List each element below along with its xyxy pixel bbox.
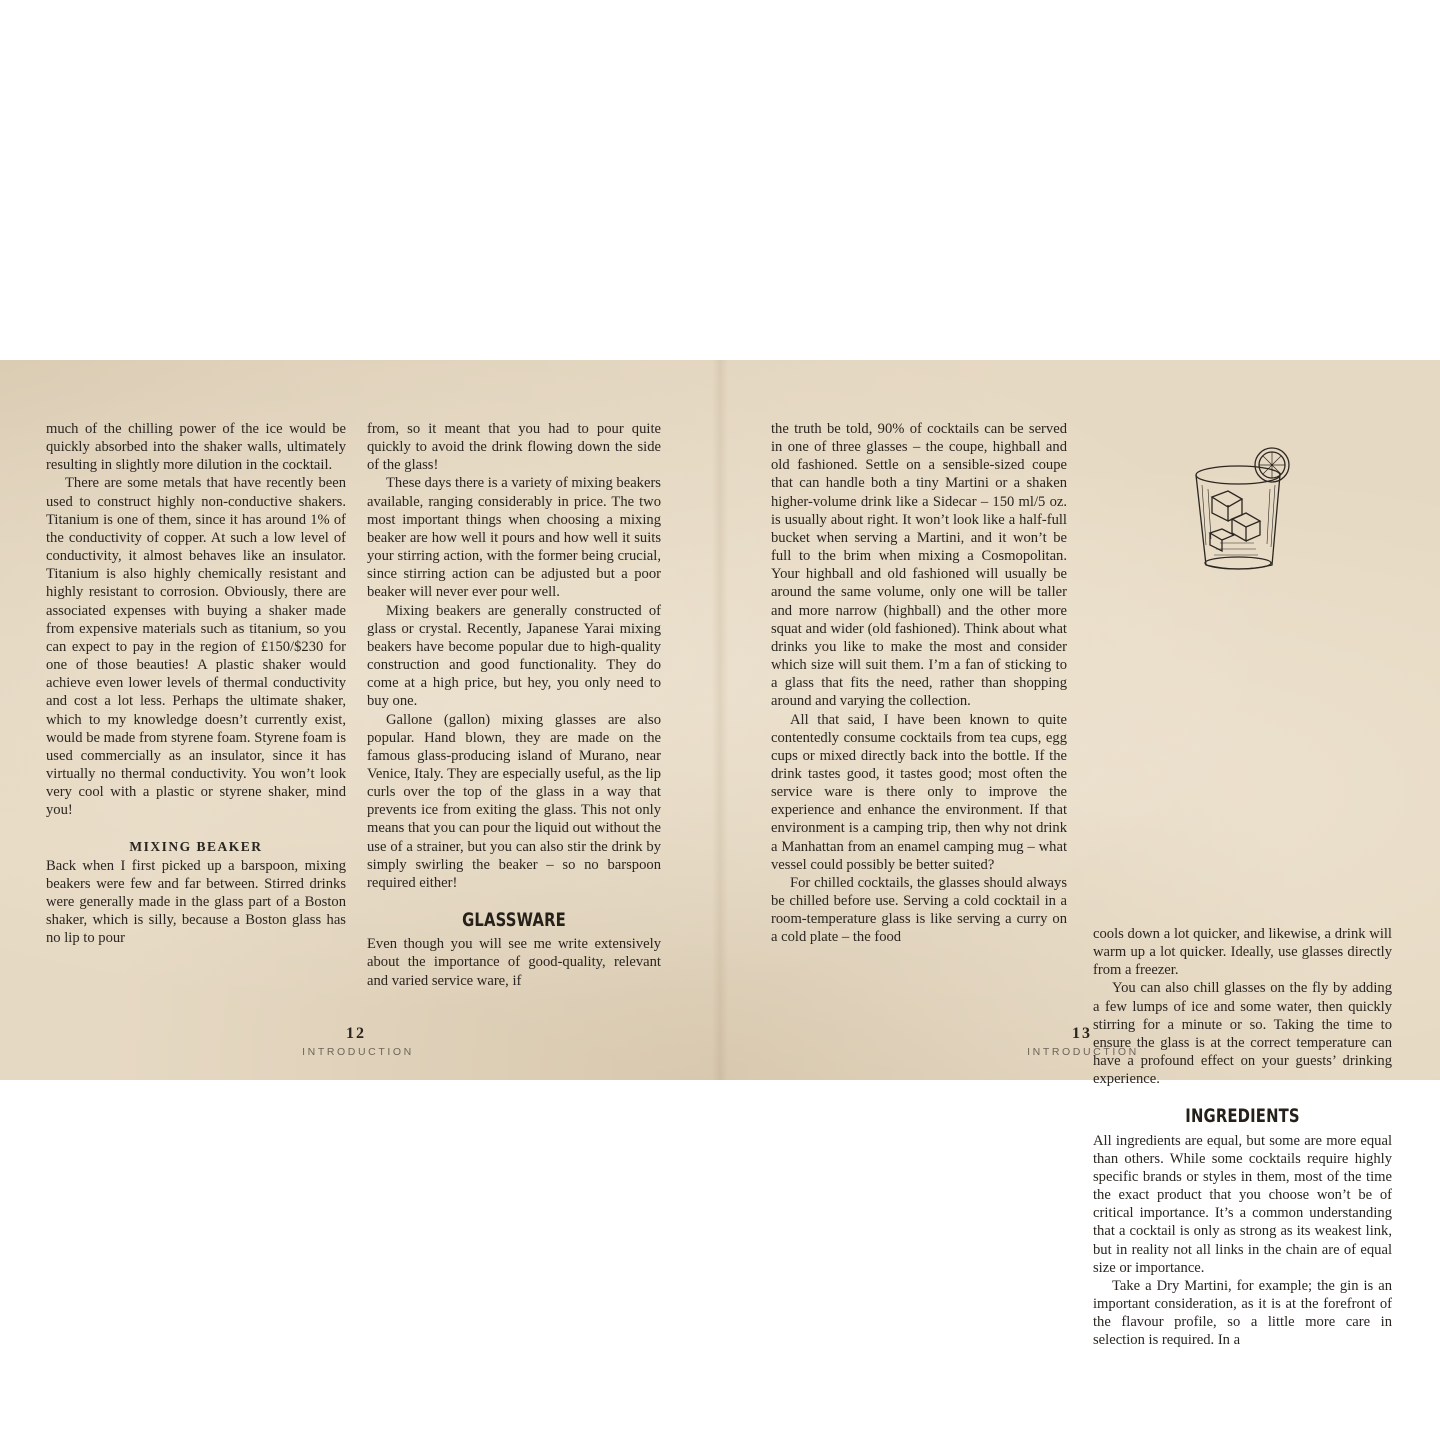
paragraph: For chilled cocktails, the glasses should always be chilled before use. Serving a cold cocktail in a room-temperature glass is like serving a curry on a cold plate – the food — [771, 874, 1067, 946]
page-number-right: 13 — [1072, 1025, 1092, 1042]
paragraph: These days there is a variety of mixing beakers available, ranging considerably in price. The two most important things when choosing a mixing beaker are how well it pours and how well it suits your stirring action, with the former being crucial, since stirring action can be adjusted but a poor beaker will never ever pour well. — [367, 475, 661, 601]
page-number-left: 12 — [346, 1025, 366, 1042]
paragraph: the truth be told, 90% of cocktails can be served in one of three glasses – the coupe, highball and old fashioned. Settle on a sensible-sized coupe that can handle both a tiny Martini or a shaken higher-volume drink like a Sidecar – 150 ml/5 oz. is usually about right. It won’t look like a half-full bucket when serving a Martini, and it won’t be full to the brim when mixing a Cosmopolitan. Your highball and old fashioned will usually be around the same volume, only one will be taller and more narrow (highball) and the other more squat and wider (old fashioned). Think about what drinks you like to make the most and consider which size will suit them. I’m a fan of sticking to a glass that fits the need, rather than shopping around and varying the collection. — [771, 421, 1067, 710]
left-page-column-2 — [367, 420, 661, 990]
paragraph: All ingredients are equal, but some are more equal than others. While some cocktails require highly specific brands or styles in them, most of the time the exact product that you choose won’t be of critical importance. It’s a common understanding that a cocktail is only as strong as its weakest link, but in reality not all links in the chain are of equal size or importance. — [1093, 1132, 1392, 1276]
subheading-mixing-beaker: MIXING BEAKER — [129, 839, 263, 855]
paragraph: You can also chill glasses on the fly by adding a few lumps of ice and some water, then quickly stirring for a minute or so. Taking the time to ensure the glass is at the correct temperature can have a profound effect on your guests’ drinking experience. — [1093, 980, 1392, 1088]
book-spread — [0, 360, 1440, 1349]
running-footer-left: INTRODUCTION — [302, 1046, 414, 1058]
paragraph: Gallone (gallon) mixing glasses are also popular. Hand blown, they are made on the famous glass-producing island of Murano, near Venice, Italy. They are especially useful, as the lip curls over the top of the glass in a way that prevents ice from exiting the glass. This not only means that you can pour the liquid out without the use of a strainer, but you can also stir the drink by simply swirling the beaker – so no barspoon required either! — [367, 711, 661, 891]
paragraph: There are some metals that have recently been used to construct highly non-conductive shakers. Titanium is one of them, since it has around 1% of the conductivity of copper. At such a low level of conductivity, it almost behaves like an insulator. Titanium is also highly chemically resistant and highly resistant to corrosion. Obviously, there are associated expenses with buying a shaker made from expensive materials such as titanium, so you can expect to pay in the region of £150/$230 for one of those beauties! A plastic shaker would achieve even lower levels of thermal conductivity and cost a lot less. Perhaps the ultimate shaker, which to my knowledge doesn’t currently exist, would be made from styrene foam. Styrene foam is used commercially as an insulator, since it has virtually no thermal conductivity. You won’t look very cool with a plastic or styrene shaker, mind you! — [46, 475, 346, 819]
old-fashioned-glass-illustration-icon — [1180, 445, 1300, 575]
right-page-column-2 — [1093, 925, 1392, 1349]
paragraph: Take a Dry Martini, for example; the gin is an important consideration, as it is at the forefront of the flavour profile, so a little more care in selection is required. In a — [1093, 1277, 1392, 1349]
section-heading-ingredients: INGREDIENTS — [1185, 1105, 1300, 1128]
paragraph: from, so it meant that you had to pour quite quickly to avoid the drink flowing down the side of the glass! — [367, 421, 661, 474]
running-footer-right: INTRODUCTION — [1027, 1046, 1139, 1058]
paragraph: Back when I first picked up a barspoon, mixing beakers were few and far between. Stirred drinks were generally made in the glass part of a Boston shaker, which is silly, because a Boston glass has no lip to pour — [46, 857, 346, 947]
paragraph: much of the chilling power of the ice would be quickly absorbed into the shaker walls, ultimately resulting in slightly more dilution in the cocktail. — [46, 421, 346, 474]
paragraph: cools down a lot quicker, and likewise, a drink will warm up a lot quicker. Ideally, use glasses directly from a freezer. — [1093, 926, 1392, 979]
right-page-column-1 — [771, 420, 1067, 947]
paragraph: All that said, I have been known to quite contentedly consume cocktails from tea cups, egg cups or mixed directly back into the bottle. If the drink tastes good, it tastes good; most often the service ware is there only to improve the experience and enhance the environment. If that environment is a camping trip, then why not drink a Manhattan from an enamel camping mug – what vessel could possibly be better suited? — [771, 711, 1067, 873]
paragraph: Even though you will see me write extensively about the importance of good-quality, relevant and varied service ware, if — [367, 936, 661, 989]
book-gutter — [712, 360, 728, 1080]
section-heading-glassware: GLASSWARE — [462, 909, 566, 932]
left-page-column-1 — [46, 420, 346, 947]
paragraph: Mixing beakers are generally constructed of glass or crystal. Recently, Japanese Yarai mixing beakers have become popular due to high-quality construction and good functionality. They do come at a high price, but hey, you only need to buy one. — [367, 602, 661, 710]
